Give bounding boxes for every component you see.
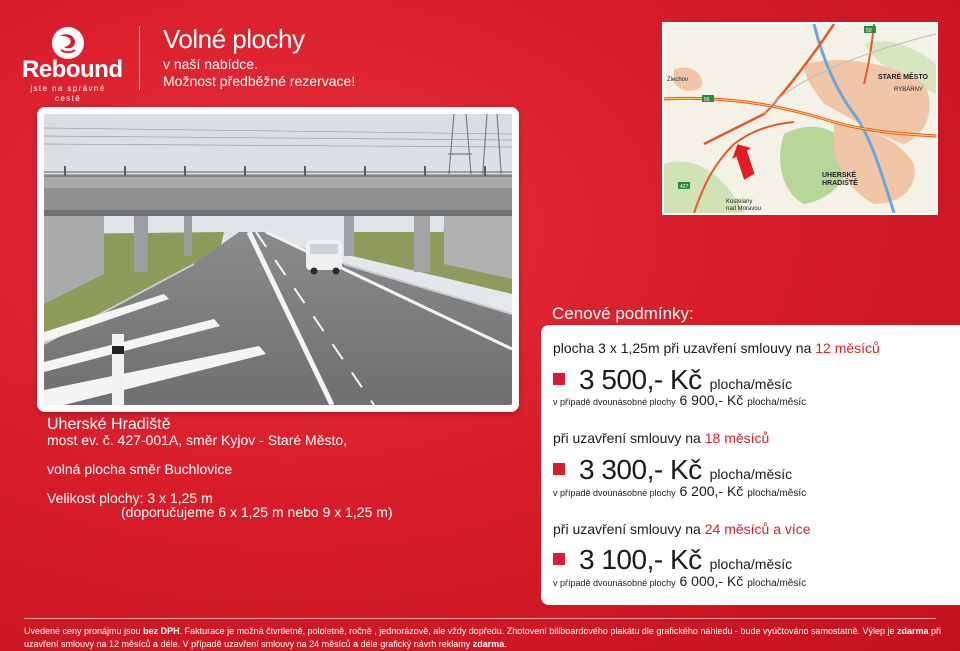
tier-2-double-unit: plocha/měsíc: [747, 488, 807, 499]
tier-3-duration: 24 měsíců a více: [704, 521, 811, 537]
rebound-logo: [22, 26, 123, 103]
poster-title: Volné plochy: [163, 24, 305, 54]
bullet-square-icon: [553, 463, 565, 475]
location-direction: volná plocha směr Buchlovice: [47, 461, 233, 477]
bullet-square-icon: [553, 553, 565, 565]
tier-1-condition: [553, 340, 880, 356]
tier-2-price-unit: plocha/měsíc: [709, 466, 793, 482]
header-divider: [139, 26, 140, 90]
tier-2-price-value: 3 300,- Kč: [579, 454, 702, 485]
footer-text-2: . Fakturace je možná čtvrtletně, pololetně, ročně , jednorázově, ale vždy dopředu. Zhotovení billboardového plakátu dle grafického náhledu - bude vyúčtováno samostatně. Výlep je: [179, 626, 898, 636]
tier-2-double-label: v případě dvounásobné plochy: [553, 488, 676, 498]
map-road-55: 55: [704, 97, 710, 103]
tier-2-condition-text: při uzavření smlouvy na: [553, 430, 701, 446]
tier-3-condition: [553, 521, 811, 537]
footer-text-1: Uvedené ceny pronájmu jsou: [24, 626, 144, 636]
location-map: [664, 24, 936, 213]
map-label-kostelany-2: nad Moravou: [726, 206, 762, 212]
tier-3-double-price: 6 000,- Kč: [679, 573, 744, 589]
footer-bold-3: zdarma: [472, 639, 505, 649]
tier-3-double-unit: plocha/měsíc: [747, 578, 807, 589]
tier-3-price-value: 3 100,- Kč: [579, 544, 702, 575]
rebound-ball-icon: [51, 26, 85, 60]
map-label-kostelany: Kostelany: [726, 199, 753, 205]
tier-1-double-price: 6 900,- Kč: [679, 392, 744, 408]
tier-1-price-unit: plocha/měsíc: [709, 376, 793, 392]
tier-2-condition: [553, 430, 769, 446]
footer-bold-1: bez DPH: [143, 626, 180, 636]
pricing-panel: [541, 325, 960, 605]
poster-subtitle: v naší nabídce.: [163, 56, 258, 72]
tier-1-duration: 12 měsíců: [815, 340, 880, 356]
map-label-uherske: UHERSKÉ: [822, 172, 857, 179]
billboard-photo-frame: [37, 107, 519, 412]
tier-2-duration: 18 měsíců: [704, 430, 770, 446]
bullet-square-icon: [553, 373, 565, 385]
map-label-stare-mesto: STARÉ MĚSTO: [878, 74, 928, 81]
map-label-zlechov: Zlechov: [667, 77, 689, 83]
footer-note: [24, 625, 944, 651]
location-bridge: most ev. č. 427-001A, směr Kyjov - Staré Město,: [47, 432, 348, 448]
footer-bold-2: zdarma: [897, 626, 929, 636]
location-city: Uherské Hradiště: [47, 416, 171, 433]
map-road-50: 50: [866, 28, 872, 34]
tier-3-price-unit: plocha/měsíc: [709, 556, 793, 572]
map-label-hradiste: HRADIŠTĚ: [822, 180, 858, 187]
tier-2-double-price: 6 200,- Kč: [679, 483, 744, 499]
pricing-heading: Cenové podmínky:: [552, 304, 694, 323]
footer-text-3: při uzavření smlouvy na 12 měsíců a déle. V případě uzavření smlouvy na 24 měsíců a déle grafický návrh reklamy: [24, 626, 942, 649]
tier-1-condition-text: plocha 3 x 1,25m při uzavření smlouvy na: [553, 340, 812, 356]
brand-name: Rebound: [22, 56, 123, 83]
tier-1-double: [553, 392, 806, 411]
map-road-427: 427: [680, 184, 689, 190]
location-size: Velikost plochy: 3 x 1,25 m: [47, 490, 213, 506]
tier-1-double-unit: plocha/měsíc: [747, 397, 807, 408]
tier-1-price-value: 3 500,- Kč: [579, 364, 702, 395]
location-map-frame: [662, 22, 938, 215]
tier-3-double-label: v případě dvounásobné plochy: [553, 578, 676, 588]
poster-subtitle-2: Možnost předběžné rezervace!: [163, 73, 356, 89]
footer-divider: [24, 618, 936, 619]
map-label-rybarny: RYBÁRNY: [894, 87, 923, 93]
tier-2-double: [553, 483, 806, 502]
tier-3-double: [553, 573, 806, 592]
location-size-recommendation: (doporučujeme 6 x 1,25 m nebo 9 x 1,25 m): [121, 504, 393, 520]
footer-text-4: .: [504, 639, 507, 649]
bridge-photo: [44, 114, 512, 405]
brand-tagline: jste na správné cestě: [30, 84, 106, 103]
tier-3-condition-text: při uzavření smlouvy na: [553, 521, 701, 537]
tier-1-double-label: v případě dvounásobné plochy: [553, 397, 676, 407]
